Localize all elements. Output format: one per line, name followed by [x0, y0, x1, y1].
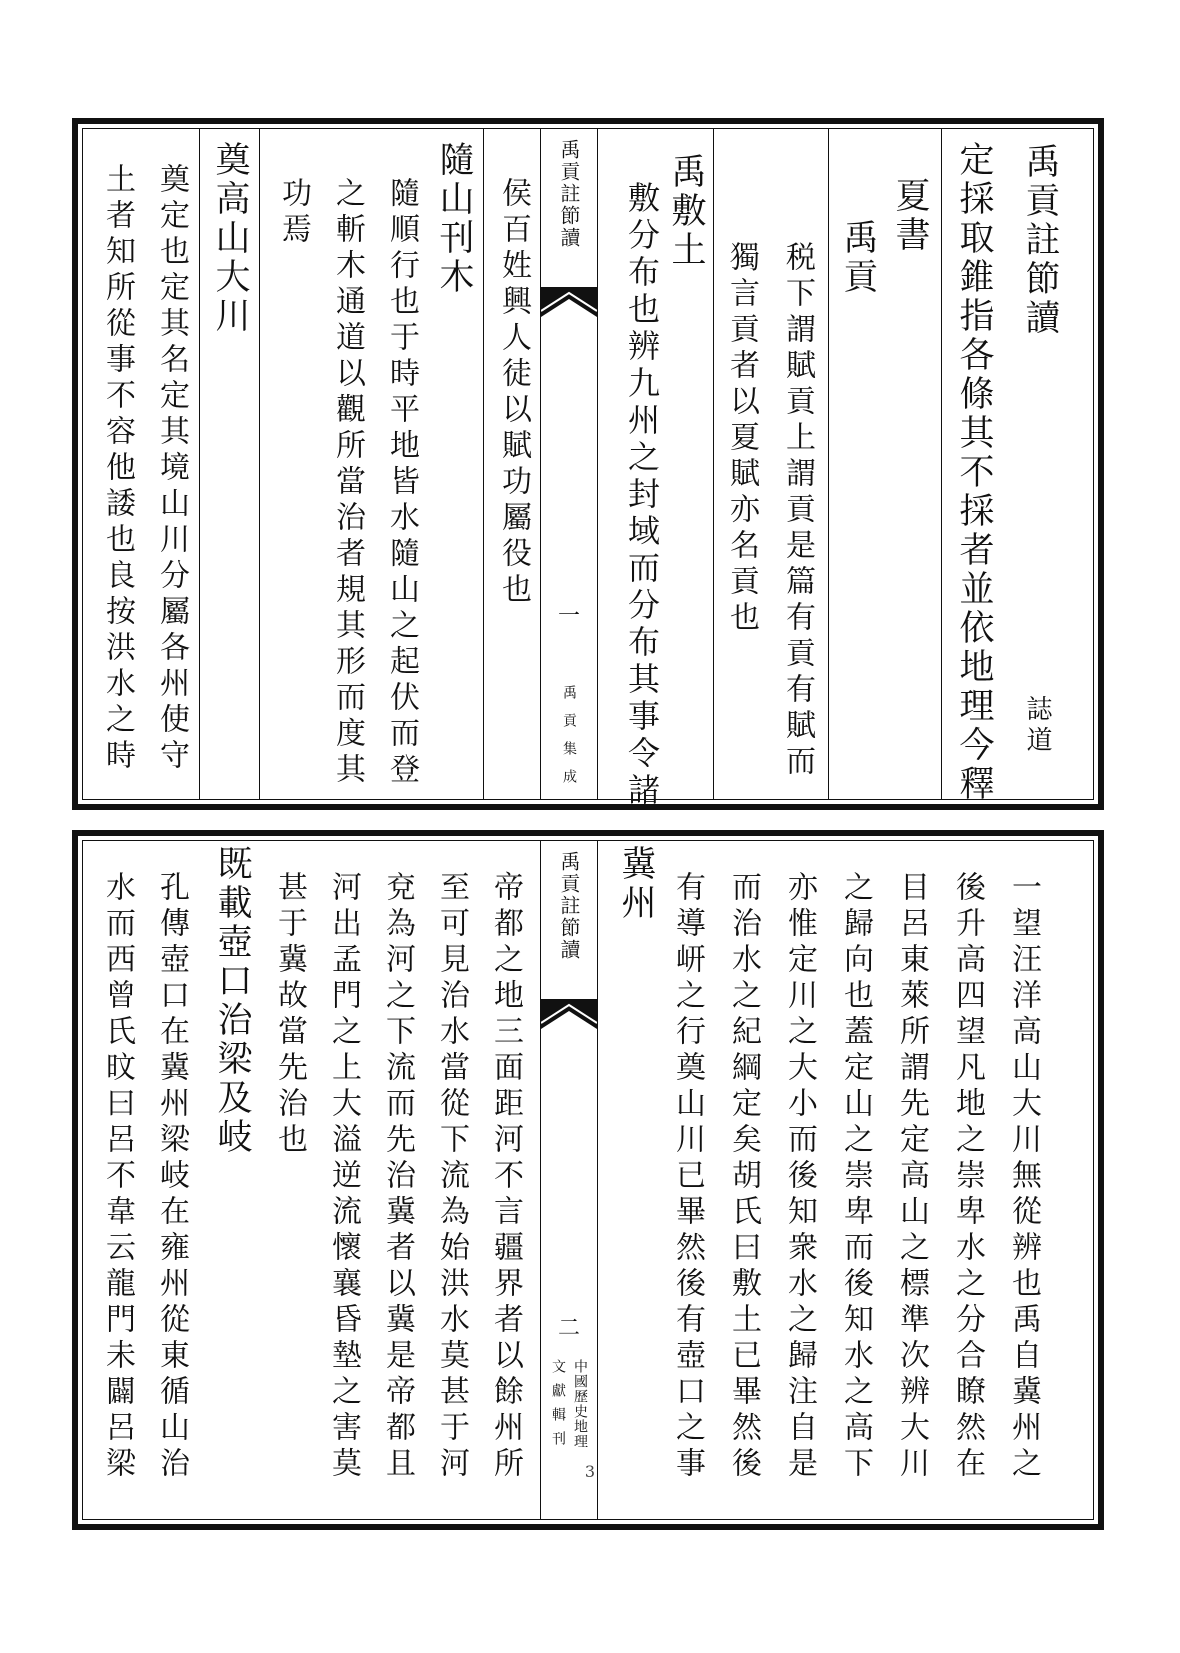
- spine-title: 禹貢註節讀: [557, 139, 581, 249]
- fish-tail-mark-icon: [541, 287, 597, 317]
- commentary-column: 奠定也定其名定其境山川分屬各州使守: [154, 163, 189, 775]
- column-rule: [259, 129, 260, 799]
- commentary-column: 獨言貢者以夏賦亦名貢也: [724, 241, 759, 637]
- lower-page-frame: [72, 830, 1104, 1530]
- scripture-heading: 禹敷土: [666, 153, 706, 270]
- spine-title: 禹貢註節讀: [557, 851, 581, 961]
- upper-page-frame: [72, 118, 1104, 810]
- upper-page-inner: [82, 128, 1094, 810]
- scripture-heading: 奠高山大川: [210, 141, 250, 336]
- commentary-column: 一望汪洋高山大川無從辨也禹自冀州之: [1006, 871, 1041, 1483]
- commentary-column: 税下謂賦貢上謂貢是篇有貢有賦而: [780, 241, 815, 781]
- spine-page-number: 一: [557, 604, 580, 629]
- text-column: 定採取錐指各條其不採者並依地理今釋: [954, 141, 994, 804]
- commentary-column: 亦惟定川之大小而後知衆水之歸注自是: [782, 871, 817, 1483]
- commentary-column: 隨順行也于時平地皆水隨山之起伏而登: [384, 177, 419, 789]
- column-rule: [199, 129, 200, 799]
- commentary-column: 甚于冀故當先治也: [272, 871, 307, 1159]
- spine-footer-line: 文獻輯刊: [550, 1359, 566, 1455]
- center-spine: [540, 129, 598, 799]
- commentary-column: 帝都之地三面距河不言疆界者以餘州所: [488, 871, 523, 1483]
- scripture-heading: 冀州: [616, 845, 656, 923]
- author-signature: 誌道: [1022, 695, 1052, 757]
- running-title: 禹貢註節讀: [1020, 143, 1060, 338]
- commentary-column: 後升高四望凡地之崇卑水之分合瞭然在: [950, 871, 985, 1483]
- page-number: 3: [584, 1462, 596, 1481]
- spine-footer-char: 貢: [561, 713, 577, 733]
- commentary-column: 土者知所從事不容他諉也良按洪水之時: [100, 163, 135, 775]
- commentary-column: 孔傳壺口在冀州梁岐在雍州從東循山治: [154, 871, 189, 1483]
- spine-footer-char: 集: [561, 741, 577, 761]
- spine-footer: [541, 1359, 597, 1509]
- commentary-column: 之斬木通道以觀所當治者規其形而度其: [330, 177, 365, 789]
- commentary-column: 侯百姓興人徒以賦功屬役也: [496, 177, 531, 609]
- commentary-column: 河出孟門之上大溢逆流懷襄昏墊之害莫: [326, 871, 361, 1483]
- spine-footer-char: 成: [561, 769, 577, 789]
- column-rule: [483, 129, 484, 799]
- lower-page-inner: [82, 840, 1094, 1520]
- column-rule: [713, 129, 714, 799]
- column-rule: [828, 129, 829, 799]
- spine-footer-char: 禹: [561, 685, 577, 705]
- chapter-heading: 禹貢: [838, 219, 878, 297]
- commentary-column: 之歸向也蓋定山之崇卑而後知水之高下: [838, 871, 873, 1483]
- spine-footer: [541, 685, 597, 789]
- scripture-heading: 隨山刊木: [434, 141, 474, 297]
- commentary-column: 水而西曾氏旼曰呂不韋云龍門未闢呂梁: [100, 871, 135, 1483]
- scripture-heading: 既載壺口治梁及岐: [212, 845, 252, 1157]
- commentary-column: 至可見治水當從下流為始洪水莫甚于河: [434, 871, 469, 1483]
- commentary-column: 功焉: [276, 177, 311, 249]
- fish-tail-mark-icon: [541, 999, 597, 1029]
- book-heading: 夏書: [890, 177, 930, 255]
- spine-page-number: 二: [557, 1316, 580, 1341]
- spine-footer-line: 中國歷史地理: [572, 1359, 588, 1449]
- commentary-column: 而治水之紀綱定矣胡氏曰敷土已畢然後: [726, 871, 761, 1483]
- commentary-column: 有導岍之行奠山川已畢然後有壺口之事: [670, 871, 705, 1483]
- commentary-column: 目呂東萊所謂先定高山之標準次辨大川: [894, 871, 929, 1483]
- center-spine: [540, 841, 598, 1519]
- commentary-column: 兗為河之下流而先治冀者以冀是帝都且: [380, 871, 415, 1483]
- commentary-column: 敷分布也辨九州之封域而分布其事令諸: [623, 181, 661, 810]
- column-rule: [941, 129, 942, 799]
